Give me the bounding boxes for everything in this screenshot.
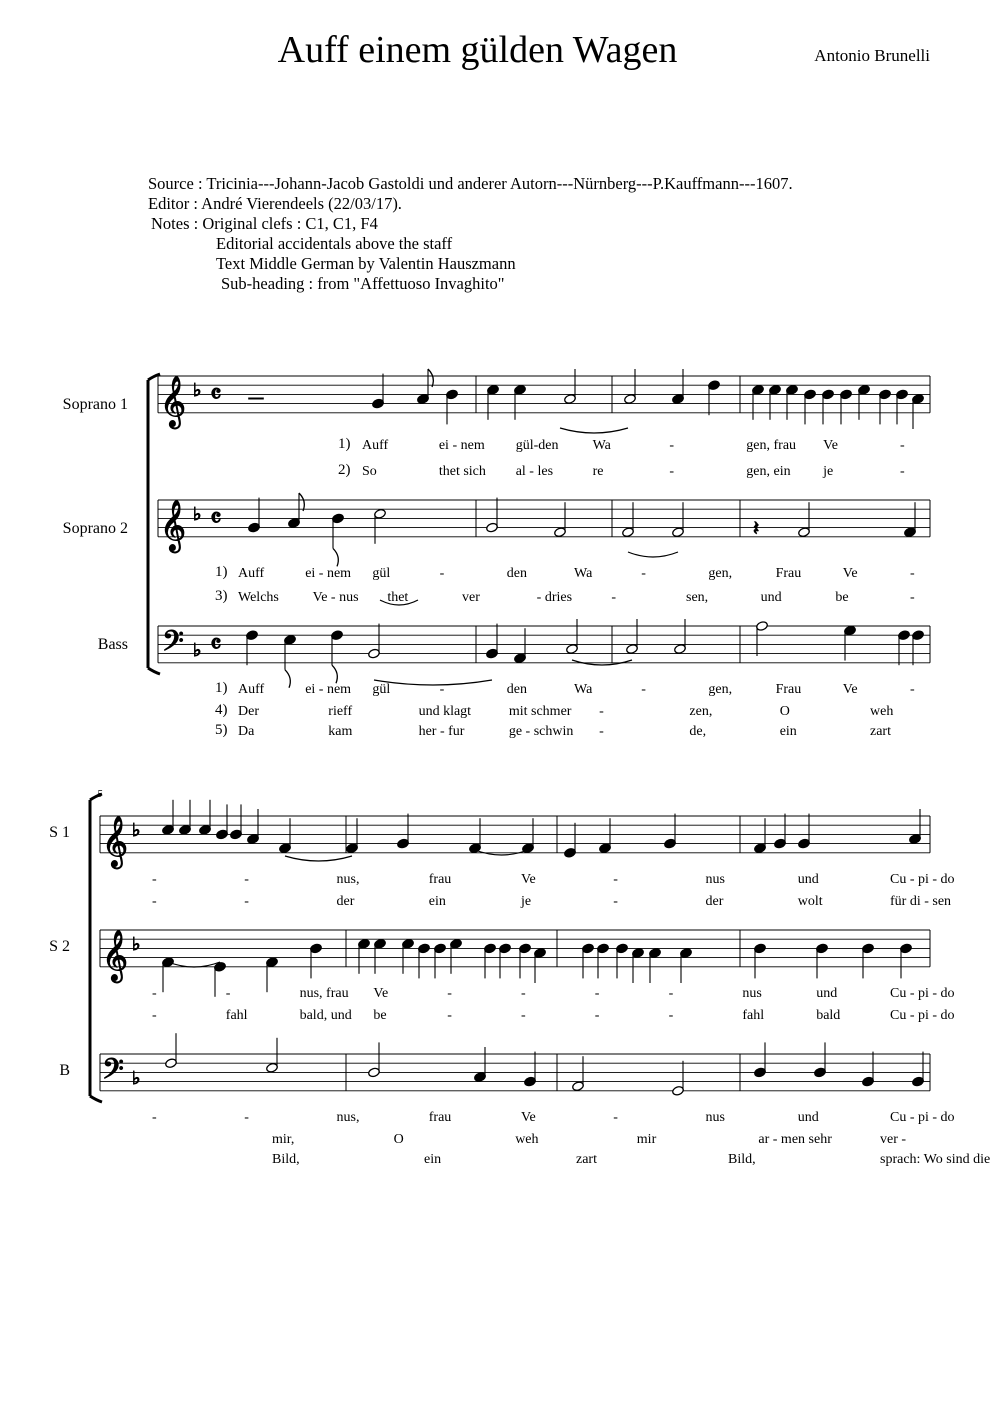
verse-number: 5) bbox=[215, 722, 228, 738]
lyric-syllable: - bbox=[152, 1008, 157, 1023]
lyric-syllable: mir, bbox=[272, 1132, 295, 1147]
verse-number: 2) bbox=[338, 462, 351, 478]
measure-number: 5 bbox=[97, 788, 103, 800]
lyric-syllable: - bbox=[900, 464, 905, 479]
lyric-syllable: sprach: Wo sind die bbox=[880, 1152, 991, 1167]
treble-clef: 𝄞 bbox=[102, 930, 129, 981]
lyric-syllable: bald bbox=[816, 1008, 841, 1023]
half-rest: — bbox=[248, 387, 264, 407]
lyric-syllable: je bbox=[823, 464, 834, 479]
common-time: 𝄴 bbox=[210, 380, 222, 410]
lyric-syllable: Wa bbox=[574, 682, 593, 697]
lyric-syllable: Ve bbox=[842, 566, 858, 581]
tie bbox=[374, 680, 492, 685]
lyric-syllable: - bbox=[244, 1110, 249, 1125]
note-flag bbox=[332, 665, 337, 683]
lyric-syllable: - bbox=[225, 986, 231, 1001]
key-signature-flat: ♭ bbox=[132, 820, 141, 841]
lyric-syllable: thet sich bbox=[438, 464, 486, 479]
lyric-syllable: Der bbox=[238, 704, 259, 719]
lyric-syllable: zart bbox=[576, 1152, 597, 1167]
lyric-syllable: ein bbox=[428, 894, 446, 909]
lyric-syllable: - bbox=[439, 682, 445, 697]
lyric-syllable: und bbox=[760, 590, 782, 605]
lyric-syllable: nus, bbox=[336, 872, 360, 887]
lyric-syllable: - bbox=[152, 1110, 157, 1125]
lyric-syllable: Cu - pi - do bbox=[890, 986, 955, 1001]
lyric-syllable: je bbox=[521, 894, 532, 909]
lyric-syllable: fahl bbox=[225, 1008, 248, 1023]
lyric-syllable: - dries bbox=[536, 590, 573, 605]
verse-number: 4) bbox=[215, 702, 228, 718]
key-signature-flat: ♭ bbox=[193, 640, 202, 661]
verse-number: 1) bbox=[215, 680, 228, 696]
lyric-syllable: frau bbox=[428, 872, 452, 887]
part-name-soprano-2: Soprano 2 bbox=[62, 520, 128, 537]
treble-clef: 𝄞 bbox=[160, 500, 187, 551]
lyric-syllable: gen, frau bbox=[746, 438, 797, 453]
bass-clef: 𝄢 bbox=[162, 625, 184, 665]
note-clefs: Notes : Original clefs : C1, C1, F4 bbox=[151, 214, 378, 233]
lyric-syllable: bald, und bbox=[299, 1008, 352, 1023]
lyric-syllable: Ve bbox=[842, 682, 858, 697]
lyric-syllable: - bbox=[439, 566, 445, 581]
lyric-syllable: weh bbox=[515, 1132, 539, 1147]
lyric-syllable: de, bbox=[689, 724, 707, 739]
lyric-syllable: Cu - pi - do bbox=[890, 872, 955, 887]
lyric-syllable: - bbox=[244, 872, 249, 887]
lyric-syllable: gül bbox=[372, 682, 391, 697]
common-time: 𝄴 bbox=[210, 504, 222, 534]
lyric-syllable: fahl bbox=[742, 1008, 765, 1023]
lyric-syllable: - bbox=[900, 438, 905, 453]
lyric-syllable: und bbox=[797, 1110, 819, 1125]
lyric-syllable: kam bbox=[328, 724, 353, 739]
tie bbox=[168, 962, 220, 967]
lyric-syllable: ver - bbox=[880, 1132, 907, 1147]
lyric-syllable: nus, frau bbox=[299, 986, 349, 1001]
lyric-syllable: Frau bbox=[775, 682, 802, 697]
lyric-syllable: Bild, bbox=[272, 1152, 300, 1167]
lyric-syllable: nus bbox=[705, 1110, 725, 1125]
lyric-syllable: gen, bbox=[708, 682, 733, 697]
part-abbr-b: B bbox=[59, 1062, 70, 1079]
common-time: 𝄴 bbox=[210, 630, 222, 660]
lyric-syllable: - bbox=[599, 724, 604, 739]
lyric-syllable: re bbox=[592, 464, 604, 479]
bass-clef: 𝄢 bbox=[102, 1053, 124, 1093]
lyric-syllable: Cu - pi - do bbox=[890, 1008, 955, 1023]
lyric-syllable: - bbox=[152, 894, 157, 909]
lyric-syllable: O bbox=[393, 1132, 404, 1147]
part-name-bass: Bass bbox=[97, 636, 128, 653]
lyric-syllable: zart bbox=[870, 724, 891, 739]
lyric-syllable: Auff bbox=[238, 566, 265, 581]
piece-title: Auff einem gülden Wagen bbox=[277, 29, 678, 71]
lyric-syllable: So bbox=[362, 464, 377, 479]
lyric-syllable: - bbox=[910, 682, 915, 697]
verse-number: 1) bbox=[338, 436, 351, 452]
lyric-syllable: nus, bbox=[336, 1110, 360, 1125]
lyric-syllable: den bbox=[506, 682, 528, 697]
lyric-syllable: - bbox=[641, 682, 646, 697]
lyric-syllable: ein bbox=[424, 1152, 442, 1167]
key-signature-flat: ♭ bbox=[132, 1068, 141, 1089]
lyric-syllable: - bbox=[152, 986, 157, 1001]
treble-clef: 𝄞 bbox=[160, 376, 187, 427]
lyric-syllable: den bbox=[506, 566, 528, 581]
lyric-syllable: für di - sen bbox=[890, 894, 952, 909]
lyric-syllable: der bbox=[336, 894, 355, 909]
key-signature-flat: ♭ bbox=[193, 504, 202, 525]
lyric-syllable: - bbox=[613, 894, 618, 909]
lyric-syllable: - bbox=[910, 566, 915, 581]
lyric-syllable: mir bbox=[636, 1132, 657, 1147]
key-signature-flat: ♭ bbox=[193, 380, 202, 401]
verse-number: 3) bbox=[215, 588, 228, 604]
lyric-syllable: Welchs bbox=[238, 590, 279, 605]
lyric-syllable: ar - men sehr bbox=[758, 1132, 832, 1147]
lyric-syllable: Cu - pi - do bbox=[890, 1110, 955, 1125]
lyric-syllable: - bbox=[447, 986, 452, 1001]
lyric-syllable: - bbox=[594, 986, 600, 1001]
lyric-syllable: Ve bbox=[373, 986, 389, 1001]
lyric-syllable: ge - schwin bbox=[508, 724, 574, 739]
lyric-syllable: wolt bbox=[797, 894, 823, 909]
lyric-syllable: - bbox=[613, 872, 618, 887]
tie bbox=[285, 856, 352, 861]
lyric-syllable: Auff bbox=[238, 682, 265, 697]
part-name-soprano-1: Soprano 1 bbox=[62, 396, 128, 413]
lyric-syllable: Ve bbox=[521, 872, 536, 887]
lyric-syllable: - bbox=[669, 464, 675, 479]
lyric-syllable: gül bbox=[372, 566, 391, 581]
lyric-syllable: zen, bbox=[689, 704, 713, 719]
note-flag bbox=[333, 548, 338, 566]
lyric-syllable: - bbox=[668, 986, 674, 1001]
lyric-syllable: und klagt bbox=[418, 704, 472, 719]
verse-number: 1) bbox=[215, 564, 228, 580]
key-signature-flat: ♭ bbox=[132, 934, 141, 955]
note-source: Source : Tricinia---Johann-Jacob Gastoldi und anderer Autorn---Nürnberg---P.Kauffmann---1607. bbox=[148, 174, 793, 193]
lyric-syllable: - bbox=[641, 566, 646, 581]
note-flag bbox=[285, 670, 290, 688]
part-abbr-s1: S 1 bbox=[49, 824, 70, 841]
lyric-syllable: gen, ein bbox=[746, 464, 791, 479]
lyric-syllable: Frau bbox=[775, 566, 802, 581]
lyric-syllable: Auff bbox=[362, 438, 389, 453]
lyric-syllable: - bbox=[611, 590, 616, 605]
note-flag bbox=[428, 369, 433, 387]
lyric-syllable: ein bbox=[779, 724, 797, 739]
lyric-syllable: Wa bbox=[574, 566, 593, 581]
lyric-syllable: Ve bbox=[823, 438, 838, 453]
lyric-syllable: - bbox=[910, 590, 915, 605]
lyric-syllable: gen, bbox=[708, 566, 733, 581]
lyric-syllable: ei - nem bbox=[438, 438, 485, 453]
lyric-syllable: be bbox=[835, 590, 849, 605]
lyric-syllable: - bbox=[669, 438, 675, 453]
note-text: Text Middle German by Valentin Hauszmann bbox=[216, 254, 516, 273]
note-editor: Editor : André Vierendeels (22/03/17). bbox=[148, 194, 402, 213]
composer-name: Antonio Brunelli bbox=[814, 46, 930, 65]
lyric-syllable: Da bbox=[238, 724, 255, 739]
lyric-syllable: O bbox=[779, 704, 790, 719]
treble-clef: 𝄞 bbox=[102, 816, 129, 867]
lyric-syllable: rieff bbox=[328, 704, 353, 719]
lyric-syllable: weh bbox=[870, 704, 894, 719]
lyric-syllable: und bbox=[816, 986, 838, 1001]
lyric-syllable: - bbox=[152, 872, 157, 887]
lyric-syllable: gül-den bbox=[515, 438, 559, 453]
lyric-syllable: - bbox=[244, 894, 249, 909]
lyric-syllable: be bbox=[373, 1008, 387, 1023]
lyric-syllable: - bbox=[668, 1008, 674, 1023]
lyric-syllable: ei - nem bbox=[305, 682, 352, 697]
lyric-syllable: Bild, bbox=[728, 1152, 756, 1167]
tie bbox=[560, 428, 628, 433]
lyric-syllable: her - fur bbox=[418, 724, 465, 739]
lyric-syllable: al - les bbox=[515, 464, 554, 479]
lyric-syllable: ei - nem bbox=[305, 566, 352, 581]
lyric-syllable: sen, bbox=[686, 590, 709, 605]
lyric-syllable: nus bbox=[742, 986, 762, 1001]
lyric-syllable: der bbox=[705, 894, 724, 909]
note-subheading: Sub-heading : from "Affettuoso Invaghito" bbox=[221, 274, 505, 293]
quarter-rest: 𝄽 bbox=[753, 516, 760, 540]
note-flag bbox=[299, 493, 304, 511]
tie bbox=[628, 552, 678, 557]
lyric-syllable: mit schmer bbox=[508, 704, 572, 719]
lyric-syllable: - bbox=[599, 704, 604, 719]
note-accidentals: Editorial accidentals above the staff bbox=[216, 234, 453, 253]
lyric-syllable: Wa bbox=[592, 438, 611, 453]
lyric-syllable: ver bbox=[462, 590, 480, 605]
part-abbr-s2: S 2 bbox=[49, 938, 70, 955]
lyric-syllable: - bbox=[521, 986, 526, 1001]
lyric-syllable: Ve bbox=[521, 1110, 536, 1125]
lyric-syllable: nus bbox=[705, 872, 725, 887]
lyric-syllable: Ve - nus bbox=[312, 590, 359, 605]
lyric-syllable: - bbox=[613, 1110, 618, 1125]
lyric-syllable: thet bbox=[387, 590, 409, 605]
lyric-syllable: frau bbox=[428, 1110, 452, 1125]
lyric-syllable: - bbox=[521, 1008, 526, 1023]
lyric-syllable: - bbox=[447, 1008, 452, 1023]
lyric-syllable: - bbox=[594, 1008, 600, 1023]
lyric-syllable: und bbox=[797, 872, 819, 887]
